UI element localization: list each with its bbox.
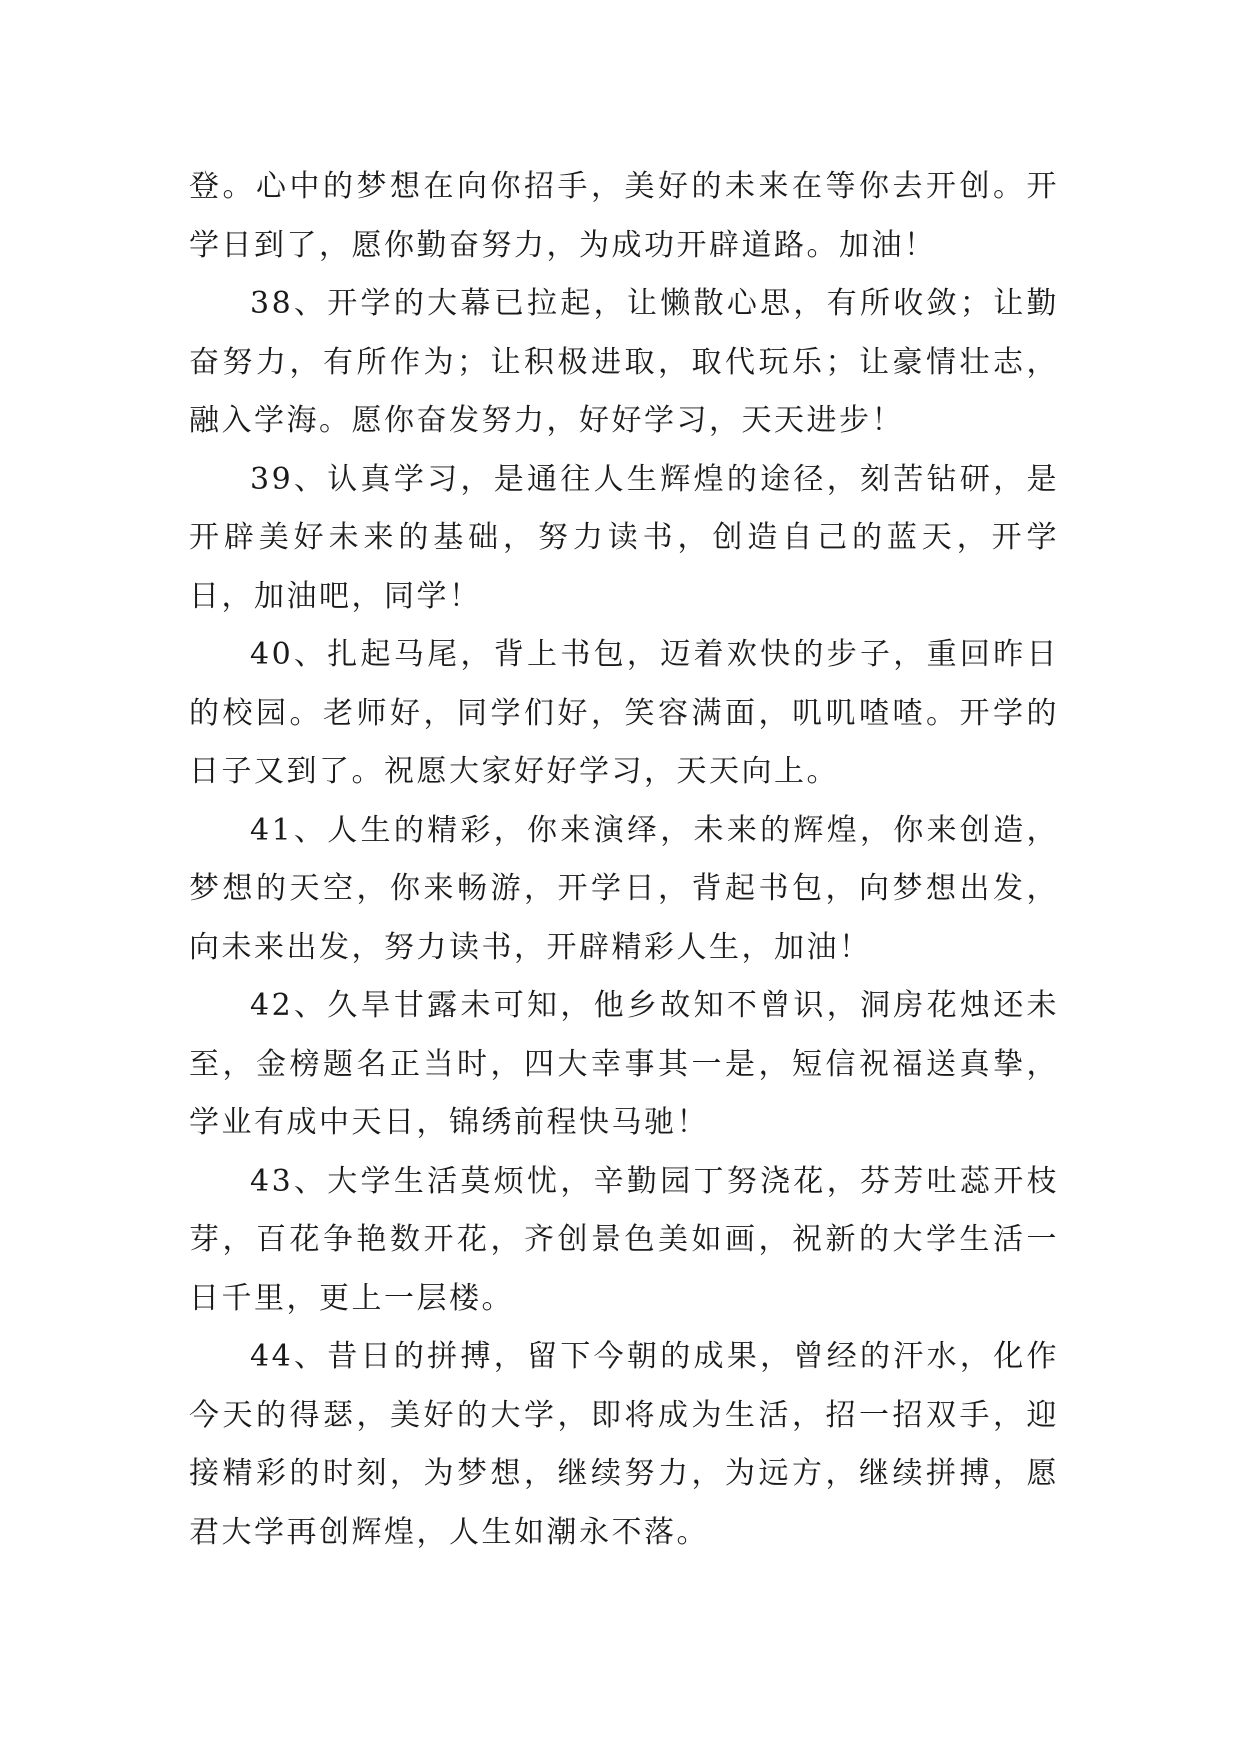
document-body bbox=[189, 158, 1059, 1562]
paragraph-44: 44、昔日的拼搏，留下今朝的成果，曾经的汗水，化作今天的得瑟，美好的大学，即将成为生活，招一招双手，迎接精彩的时刻，为梦想，继续努力，为远方，继续拼搏，愿君大学再创辉煌，人生如潮永不落。 bbox=[189, 1339, 1059, 1550]
paragraph-41: 41、人生的精彩，你来演绎，未来的辉煌，你来创造，梦想的天空，你来畅游，开学日，背起书包，向梦想出发，向未来出发，努力读书，开辟精彩人生，加油！ bbox=[189, 812, 1059, 965]
paragraph-40: 40、扎起马尾，背上书包，迈着欢快的步子，重回昨日的校园。老师好，同学们好，笑容满面，叽叽喳喳。开学的日子又到了。祝愿大家好好学习，天天向上。 bbox=[189, 637, 1059, 789]
paragraph-38: 38、开学的大幕已拉起，让懒散心思，有所收敛；让勤奋努力，有所作为；让积极进取，取代玩乐；让豪情壮志，融入学海。愿你奋发努力，好好学习，天天进步！ bbox=[189, 286, 1059, 438]
paragraph-43: 43、大学生活莫烦忧，辛勤园丁努浇花，芬芳吐蕊开枝芽，百花争艳数开花，齐创景色美如画，祝新的大学生活一日千里，更上一层楼。 bbox=[189, 1163, 1059, 1316]
paragraph-continued: 登。心中的梦想在向你招手，美好的未来在等你去开创。开学日到了，愿你勤奋努力，为成功开辟道路。加油！ bbox=[189, 169, 1059, 263]
paragraph-42: 42、久旱甘露未可知，他乡故知不曾识，洞房花烛还未至，金榜题名正当时，四大幸事其一是，短信祝福送真挚，学业有成中天日，锦绣前程快马驰！ bbox=[189, 988, 1059, 1140]
paragraph-39: 39、认真学习，是通往人生辉煌的途径，刻苦钻研，是开辟美好未来的基础，努力读书，创造自己的蓝天，开学日，加油吧，同学！ bbox=[189, 461, 1059, 614]
